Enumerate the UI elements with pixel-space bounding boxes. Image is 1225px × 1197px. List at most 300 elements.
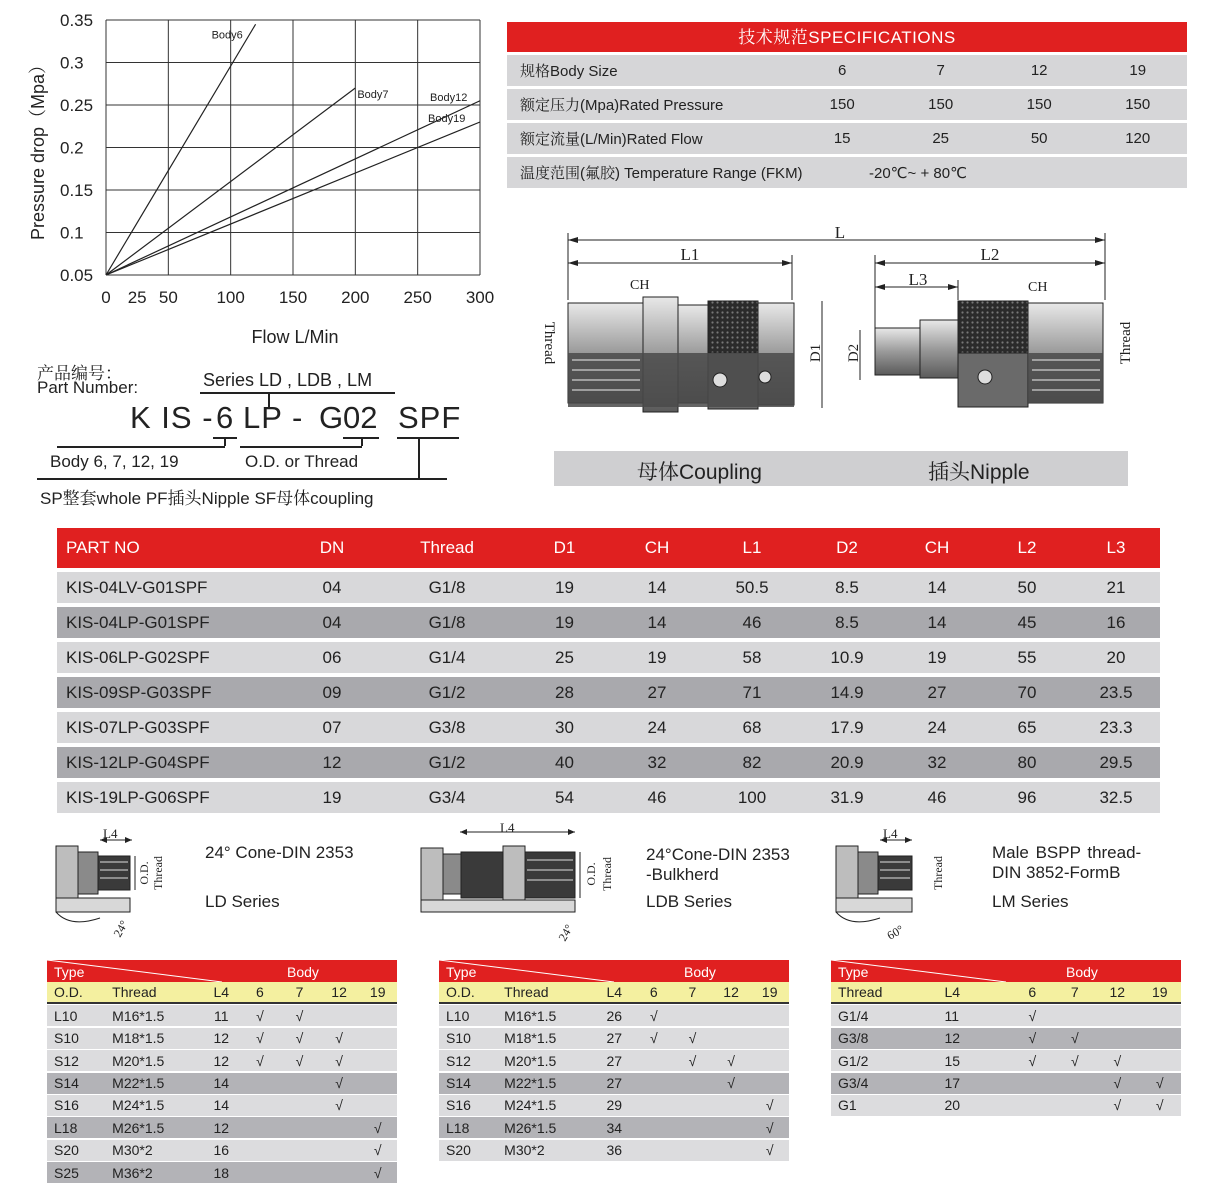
header-diagonal (47, 960, 397, 982)
table-cell: 80 (1017, 752, 1037, 772)
header-diagonal (439, 960, 789, 982)
table-cell: M20*1.5 (112, 1052, 165, 1069)
x-tick-label: 0 (101, 288, 111, 307)
table-row (47, 1140, 397, 1161)
table-cell: 14 (647, 612, 667, 632)
ldb-od-label: O.D. (584, 862, 598, 886)
ldb-series-table (439, 960, 789, 1161)
ldb-series-name: LDB Series (646, 892, 732, 911)
chart-x-axis-label: Flow L/Min (251, 327, 339, 347)
table-cell: 8.5 (835, 577, 859, 597)
table-cell: M24*1.5 (504, 1097, 557, 1114)
type-body-header (439, 960, 789, 982)
check-cell: √ (765, 1097, 774, 1114)
table-row (439, 1117, 789, 1138)
table-cell: 32 (647, 752, 667, 772)
header-cell: D1 (553, 538, 576, 557)
body-label: Body (287, 964, 319, 980)
ld-fitting-drawing (50, 828, 180, 953)
ld-od-label: O.D. (137, 861, 151, 885)
table-cell: KIS-07LP-G03SPF (66, 717, 210, 737)
type-label: Type (838, 964, 869, 980)
table-cell: KIS-04LP-G01SPF (66, 612, 210, 632)
column-header: 19 (1151, 984, 1168, 1000)
types-line (37, 478, 447, 480)
table-cell: 14 (213, 1075, 230, 1092)
table-cell: 45 (1017, 612, 1037, 632)
header-cell: L2 (1017, 538, 1037, 557)
table-cell: S16 (54, 1097, 79, 1114)
table-row (57, 572, 1160, 603)
header-cell: D2 (836, 538, 858, 557)
table-cell: G3/8 (428, 717, 466, 737)
spec-label: 额定压力(Mpa)Rated Pressure (520, 97, 724, 114)
table-row (47, 1162, 397, 1183)
spec-label: 额定流量(L/Min)Rated Flow (520, 131, 703, 148)
y-tick-label: 0.1 (60, 223, 84, 243)
code-type-underline (397, 437, 459, 439)
column-header: 6 (649, 984, 658, 1000)
table-cell: L10 (446, 1007, 470, 1024)
coupling-caption: 母体Coupling (637, 461, 762, 484)
table-cell: 06 (322, 647, 342, 667)
table-cell: G1/2 (428, 752, 466, 772)
dim-L3: L3 (908, 270, 928, 289)
table-row (439, 1005, 789, 1026)
column-header: 6 (1028, 984, 1037, 1000)
y-tick-label: 0.3 (60, 53, 84, 73)
table-cell: M26*1.5 (112, 1119, 165, 1136)
table-cell: 16 (1106, 612, 1126, 632)
table-cell: 29 (606, 1097, 623, 1114)
spec-value: 50 (1030, 130, 1048, 147)
table-cell: 23.3 (1099, 717, 1133, 737)
dim-D1: D1 (808, 343, 824, 363)
header-cell: Thread (420, 538, 474, 557)
x-tick-label: 150 (278, 288, 308, 307)
table-cell: 96 (1017, 787, 1037, 807)
table-cell: 46 (927, 787, 947, 807)
table-row (831, 1005, 1181, 1026)
table-row (47, 1073, 397, 1094)
table-cell: S20 (446, 1142, 471, 1159)
table-cell: G1/8 (428, 612, 466, 632)
table-cell: 31.9 (830, 787, 864, 807)
check-cell: √ (295, 1030, 304, 1047)
table-row (831, 1050, 1181, 1071)
code-type: SPF (398, 400, 462, 435)
table-cell: G1/4 (838, 1007, 869, 1024)
check-cell: √ (373, 1119, 382, 1136)
table-cell: S14 (446, 1075, 471, 1092)
ldb-fitting-drawing (415, 822, 625, 953)
table-row (47, 1095, 397, 1116)
nipple-body (875, 301, 1103, 407)
y-tick-label: 0.15 (60, 181, 94, 200)
pressure-drop-chart (0, 0, 500, 350)
table-cell: 27 (647, 682, 667, 702)
table-cell: KIS-04LV-G01SPF (66, 577, 208, 597)
table-cell: 19 (555, 612, 574, 632)
chart-grid (106, 20, 480, 275)
column-header-row (439, 982, 789, 1004)
part-table-body (57, 572, 1160, 813)
spec-value: 7 (936, 62, 945, 79)
table-cell: 09 (322, 682, 342, 702)
column-header: O.D. (446, 984, 475, 1000)
table-cell: M22*1.5 (112, 1075, 165, 1092)
check-cell: √ (1155, 1075, 1164, 1092)
x-tick-label: 250 (403, 288, 432, 307)
table-cell: 58 (742, 647, 762, 667)
table-cell: 20 (1106, 647, 1126, 667)
thread-bracket (240, 446, 362, 448)
table-cell: M30*2 (504, 1142, 545, 1159)
column-header: 7 (1070, 984, 1079, 1000)
y-tick-label: 0.35 (60, 11, 94, 30)
check-cell: √ (1070, 1052, 1079, 1069)
spec-value: 150 (829, 96, 855, 113)
table-cell: 19 (322, 787, 342, 807)
code-series: LP - (243, 400, 304, 435)
table-cell: 14 (647, 577, 667, 597)
series-label-body12: Body12 (430, 91, 468, 104)
series-label-body7: Body7 (357, 89, 389, 101)
table-cell: 14.9 (830, 682, 864, 702)
series-line-body6 (106, 24, 256, 275)
series-label: Series LD , LDB , LM (203, 370, 373, 390)
table-cell: M16*1.5 (112, 1007, 165, 1024)
check-cell: √ (727, 1052, 735, 1069)
table-cell: 23.5 (1099, 682, 1133, 702)
check-cell: √ (1113, 1097, 1122, 1114)
check-cell: √ (765, 1142, 774, 1159)
table-row (47, 1117, 397, 1138)
lm-series-table (831, 960, 1181, 1116)
check-cell: √ (335, 1075, 343, 1092)
lm-series-name: LM Series (992, 892, 1069, 911)
chart-y-axis-label: Pressure drop（Mpa） (28, 55, 48, 241)
spec-value: 25 (932, 130, 950, 147)
dim-CH-right: CH (1028, 280, 1048, 295)
code-thread: 02 (343, 400, 378, 435)
spec-value: 6 (837, 62, 847, 79)
ld-description: 24° Cone-DIN 2353 (205, 843, 354, 862)
table-cell: 12 (322, 752, 342, 772)
table-cell: 12 (213, 1030, 230, 1047)
spec-value: 12 (1030, 62, 1048, 79)
table-row (57, 747, 1160, 778)
table-cell: 11 (214, 1007, 229, 1024)
table-cell: L18 (446, 1119, 470, 1136)
header-diagonal (831, 960, 1181, 982)
part-table (57, 528, 1160, 813)
coupling-body (568, 297, 794, 412)
table-cell: S10 (446, 1030, 471, 1047)
table-cell: 26 (606, 1007, 623, 1024)
ld-series-name: LD Series (205, 892, 280, 911)
check-cell: √ (1028, 1052, 1037, 1069)
check-cell: √ (256, 1030, 264, 1047)
table-cell: M30*2 (112, 1142, 153, 1159)
table-cell: G1/2 (428, 682, 466, 702)
coupling-caption-bar (554, 451, 1128, 486)
table-cell: 70 (1017, 682, 1037, 702)
header-cell: DN (319, 538, 345, 557)
table-cell: L18 (54, 1119, 78, 1136)
table-row (439, 1140, 789, 1161)
table-cell: G3/4 (428, 787, 466, 807)
spec-row (507, 55, 1187, 86)
table-row (57, 712, 1160, 743)
table-cell: 19 (555, 577, 574, 597)
check-cell: √ (256, 1052, 264, 1069)
type-label: Type (54, 964, 85, 980)
table-cell: 27 (606, 1075, 623, 1092)
table-row (57, 607, 1160, 638)
lm-description-1: Male BSPP thread- (992, 843, 1142, 862)
table-row (439, 1050, 789, 1071)
check-cell: √ (649, 1030, 658, 1047)
spec-row (507, 123, 1187, 154)
table-cell: 24 (647, 717, 667, 737)
table-cell: KIS-06LP-G02SPF (66, 647, 210, 667)
table-cell: 34 (606, 1119, 623, 1136)
ldb-description-2: -Bulkherd (646, 865, 719, 884)
table-cell: 16 (213, 1142, 230, 1159)
table-cell: 14 (927, 612, 947, 632)
dim-thread-left: Thread (541, 321, 557, 365)
table-cell: 14 (213, 1097, 230, 1114)
body-label: Body (684, 964, 716, 980)
spec-value: -20℃~ + 80℃ (869, 164, 967, 182)
table-cell: 04 (322, 577, 342, 597)
type-body-header (47, 960, 397, 982)
check-cell: √ (1070, 1030, 1079, 1047)
table-cell: 12 (944, 1030, 961, 1047)
series-label-body19: Body19 (428, 113, 466, 125)
table-row (831, 1095, 1181, 1116)
table-cell: S12 (446, 1052, 471, 1069)
table-cell: 14 (927, 577, 947, 597)
table-cell: 20.9 (830, 752, 864, 772)
table-cell: 12 (213, 1052, 230, 1069)
x-tick-label: 25 (127, 288, 147, 307)
dim-L: L (834, 225, 846, 242)
table-cell: 29.5 (1099, 752, 1133, 772)
y-tick-label: 0.05 (60, 266, 94, 285)
ld-thread-label: Thread (151, 856, 165, 890)
column-header: 12 (1109, 984, 1126, 1000)
body-label: Body 6, 7, 12, 19 (50, 452, 179, 471)
table-cell: M26*1.5 (504, 1119, 557, 1136)
table-cell: 8.5 (835, 612, 859, 632)
table-row (831, 1028, 1181, 1049)
code-g: G (319, 400, 344, 435)
x-tick-label: 300 (465, 288, 495, 307)
table-cell: L10 (54, 1007, 78, 1024)
table-cell: 46 (647, 787, 667, 807)
dim-thread-right: Thread (1118, 321, 1134, 365)
table-cell: G1/4 (428, 647, 466, 667)
lm-fitting-drawing (830, 828, 960, 953)
coupling-drawing (530, 225, 1150, 425)
table-cell: M18*1.5 (504, 1030, 557, 1047)
check-cell: √ (295, 1007, 304, 1024)
spec-value: 120 (1125, 130, 1151, 147)
table-cell: 36 (606, 1142, 623, 1159)
code-body: 6 (216, 400, 234, 435)
table-cell: 71 (742, 682, 762, 702)
check-cell: √ (649, 1007, 658, 1024)
table-cell: KIS-09SP-G03SPF (66, 682, 212, 702)
spec-row (507, 89, 1187, 120)
check-cell: √ (256, 1007, 264, 1024)
check-cell: √ (335, 1052, 343, 1069)
types-label: SP整套whole PF插头Nipple SF母体coupling (40, 489, 374, 508)
column-header: Thread (112, 984, 157, 1000)
table-cell: 18 (213, 1164, 230, 1181)
table-row (57, 642, 1160, 673)
column-header: 12 (331, 984, 347, 1000)
column-header: L4 (606, 984, 623, 1000)
table-cell: M36*2 (112, 1164, 153, 1181)
lm-description-2: DIN 3852-FormB (992, 863, 1121, 882)
y-tick-label: 0.25 (60, 96, 94, 115)
check-cell: √ (335, 1097, 343, 1114)
type-label: Type (446, 964, 477, 980)
table-cell: 15 (944, 1052, 961, 1069)
table-cell: M24*1.5 (112, 1097, 165, 1114)
table-cell: M22*1.5 (504, 1075, 557, 1092)
check-cell: √ (1113, 1075, 1122, 1092)
spec-label: 规格Body Size (520, 63, 618, 80)
column-header: 12 (723, 984, 739, 1000)
column-header: 19 (761, 984, 778, 1000)
table-cell: 17.9 (830, 717, 864, 737)
table-cell: S12 (54, 1052, 79, 1069)
table-cell: 19 (927, 647, 947, 667)
table-cell: S25 (54, 1164, 79, 1181)
table-cell: S10 (54, 1030, 79, 1047)
column-header: Thread (504, 984, 549, 1000)
table-row (47, 1028, 397, 1049)
table-cell: 68 (742, 717, 762, 737)
lm-thread-label: Thread (931, 856, 945, 890)
table-row (439, 1073, 789, 1094)
check-cell: √ (1028, 1007, 1037, 1024)
dim-L1: L1 (680, 245, 700, 264)
table-cell: 28 (555, 682, 574, 702)
column-header: 6 (256, 984, 264, 1000)
ldb-thread-label: Thread (600, 857, 614, 891)
spec-value: 150 (1026, 96, 1052, 113)
table-cell: 24 (927, 717, 947, 737)
table-cell: 54 (555, 787, 574, 807)
table-row (47, 1005, 397, 1026)
ldb-description-1: 24°Cone-DIN 2353 (646, 845, 790, 864)
spec-value: 15 (833, 130, 851, 147)
table-cell: S14 (54, 1075, 79, 1092)
table-cell: 27 (606, 1030, 623, 1047)
check-cell: √ (688, 1030, 697, 1047)
table-cell: 21 (1106, 577, 1126, 597)
dim-CH-left: CH (630, 278, 650, 293)
part-number-en: Part Number: (37, 378, 139, 397)
column-header: L4 (213, 984, 230, 1000)
series-underline (200, 392, 395, 394)
column-header-row (831, 982, 1181, 1004)
column-header: Thread (838, 984, 883, 1000)
table-cell: 30 (555, 717, 574, 737)
body-bracket (57, 446, 225, 448)
table-cell: S16 (446, 1097, 471, 1114)
table-cell: G1/2 (838, 1052, 869, 1069)
header-cell: L1 (742, 538, 762, 557)
lm-angle-label: 60° (884, 922, 907, 943)
check-cell: √ (765, 1119, 774, 1136)
header-cell: L3 (1106, 538, 1126, 557)
chart-ticks (60, 11, 494, 307)
spec-label: 温度范围(氟胶) Temperature Range (FKM) (520, 165, 803, 182)
column-header: 19 (369, 984, 386, 1000)
check-cell: √ (373, 1142, 382, 1159)
table-cell: 46 (742, 612, 762, 632)
check-cell: √ (1155, 1097, 1164, 1114)
table-row (57, 677, 1160, 708)
code-prefix: K IS - (130, 400, 214, 435)
table-cell: 27 (606, 1052, 623, 1069)
table-row (831, 1073, 1181, 1094)
x-tick-label: 50 (158, 288, 178, 307)
table-cell: M20*1.5 (504, 1052, 557, 1069)
table-cell: 27 (927, 682, 947, 702)
table-cell: G1/8 (428, 577, 466, 597)
table-cell: 50.5 (735, 577, 769, 597)
x-tick-label: 100 (216, 288, 245, 307)
table-cell: 11 (944, 1007, 959, 1024)
header-cell: CH (924, 538, 950, 557)
spec-value: 150 (928, 96, 954, 113)
table-cell: 04 (322, 612, 342, 632)
body-label: Body (1066, 964, 1098, 980)
table-cell: 12 (213, 1119, 230, 1136)
ld-angle-label: 24° (110, 917, 132, 940)
table-cell: 55 (1017, 647, 1037, 667)
nipple-caption: 插头Nipple (928, 461, 1030, 484)
table-row (57, 782, 1160, 813)
column-header: L4 (944, 984, 961, 1000)
od-label: O.D. or Thread (245, 452, 359, 471)
specifications-title: 技术规范SPECIFICATIONS (507, 22, 1187, 52)
table-cell: G1 (838, 1097, 857, 1114)
code-type-tick (418, 437, 420, 479)
table-cell: S20 (54, 1142, 79, 1159)
table-cell: 65 (1017, 717, 1037, 737)
check-cell: √ (1028, 1030, 1037, 1047)
table-cell: M16*1.5 (504, 1007, 557, 1024)
spec-value: 19 (1129, 62, 1147, 79)
table-cell: 10.9 (830, 647, 864, 667)
check-cell: √ (373, 1164, 382, 1181)
ldb-l4-label: L4 (500, 822, 515, 835)
spec-row-temperature (507, 157, 1187, 188)
lm-l4-label: L4 (883, 828, 898, 841)
check-cell: √ (1113, 1052, 1122, 1069)
table-cell: 50 (1017, 577, 1037, 597)
part-table-header (57, 528, 1160, 568)
type-body-header (831, 960, 1181, 982)
